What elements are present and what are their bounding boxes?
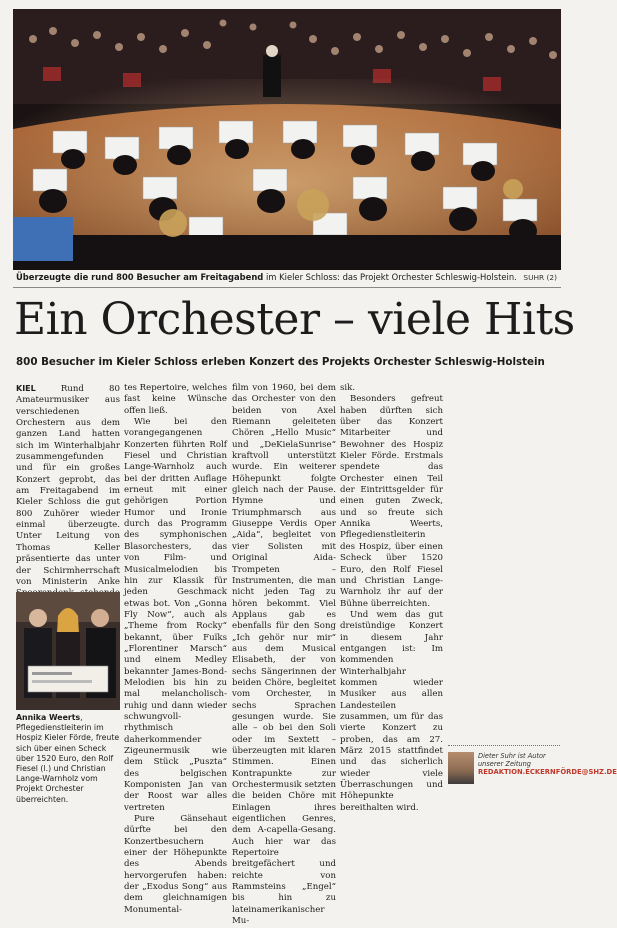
dateline: KIEL xyxy=(16,384,36,393)
article-column-3 xyxy=(232,383,336,927)
column-4-paragraph-3: Und wem das gut dreistündige Konzert in diesem Jahr entgangen ist: Im kommenden Winterhalbjahr kommen wieder Musiker aus allen Landesteilen zusammen, um für das vierte Konzert zu proben, das am 27. März 2015 stattfindet und das sicherlich wieder viele Überraschungen und Höhepunkte bereithalten wird. xyxy=(340,609,443,813)
column-3-paragraph-1: film von 1960, bei dem das Orchester von den beiden von Axel Riemann geleiteten Chören „Hello Music“ und „DeKielaSunrise“ kraftvoll unterstützt wurde. Ein weiterer Höhepunkt folgte gleich nach der Pause. Hymne und Triumphmarsch aus Giuseppe Verdis Oper „Aida“, begleitet von vier Solisten mit Original Aida-Trompeten – Instrumenten, die man nicht jeden Tag zu hören bekommt. Viel Applaus gab es ebenfalls für den Song „Ich gehör nur mir“ aus dem Musical Elisabeth, der von sechs Sängerinnen der beiden Chöre, begleitet vom Orchester, in sechs Sprachen gesungen wurde. Sie alle – ob bei den Soli oder im Sextett – überzeugten mit klaren Stimmen. Einen Kontrapunkte zur Orchestermusik setzten die beiden Chöre mit Einlagen ihres eigentlichen Genres, dem A-capella-Gesang. Auch hier war das Repertoire breitgefächert und reichte von Rammsteins „Engel“ bis hin zu lateinamerikanischer Mu- xyxy=(232,383,336,927)
photo-caption-text: im Kieler Schloss: das Projekt Orchester Schleswig-Holstein. xyxy=(263,272,517,282)
column-2-paragraph-3: Pure Gänsehaut dürfte bei den Konzertbesuchern einer der Höhepunkte des Abends hervorgerufen haben: der „Exodus Song“ aus dem gleichnamigen Monumental- xyxy=(124,814,227,915)
check-handover-illustration xyxy=(16,592,120,710)
check-handover-caption-text: , Pflegedienstleiterin im Hospiz Kieler Förde, freute sich über einen Scheck über 1520 Euro, den Rolf Fiesel (l.) und Christian Lange-Warnholz vom Projekt Orchester überreichten. xyxy=(16,713,120,804)
column-4-paragraph-1: sik. xyxy=(340,383,356,393)
column-2-paragraph-2: Wie bei den vorangegangenen Konzerten führten Rolf Fiesel und Christian Lange-Warnholz auch bei der dritten Auflage erneut mit einer gehörigen Portion Humor und Ironie durch das Programm des symphonischen Blasorchesters, das von Film- und Musicalmelodien bis hin zur Klassik für jeden Geschmack etwas bot. Von „Gonna Fly Now“, auch als „Theme from Rocky“ bekannt, über Fuïks „Florentiner Marsch“ und einem Medley bekannter James-Bond-Melodien bis hin zu mal melancholisch-ruhig und dann wieder schwungvoll-rhythmisch daherkommender Zigeunermusik wie dem Stück „Puszta“ des belgischen Komponisten Jan van der Roost war alles vertreten xyxy=(124,417,227,813)
article-column-4 xyxy=(340,383,443,813)
photo-caption xyxy=(16,272,556,283)
check-handover-caption xyxy=(16,713,122,805)
concert-photo-illustration xyxy=(13,9,561,270)
author-note: Dieter Suhr ist Autor unserer Zeitung xyxy=(478,752,546,769)
photo-caption-bold: Überzeugte die rund 800 Besucher am Freitagabend xyxy=(16,272,264,282)
column-1-paragraph-1: Rund 80 Amateurmusiker aus verschiedenen Orchestern aus dem ganzen Land hatten sich im Winterhalbjahr zusammengefunden und für ein großes Konzert geprobt, das am Freitagabend im Kieler Schloss die gut 800 Zuhörer wieder einmal überzeugte. Unter Leitung von Thomas Keller präsentierte das unter der Schirmherrschaft von Ministerin Anke xyxy=(16,384,120,587)
check-handover-photo xyxy=(16,592,120,710)
author-photo xyxy=(448,752,474,784)
article-column-1 xyxy=(16,383,120,588)
photo-credit: SUHR (2) xyxy=(523,273,557,282)
article-column-2 xyxy=(124,383,227,915)
divider xyxy=(13,287,561,288)
column-2-paragraph-1: tes Repertoire, welches fast keine Wünsche offen ließ. xyxy=(124,383,227,416)
check-handover-caption-bold: Annika Weerts xyxy=(16,713,81,722)
concert-photo xyxy=(13,9,561,270)
author-email-link[interactable]: REDAKTION.ECKERNFÖRDE@SHZ.DE xyxy=(478,768,617,776)
author-box xyxy=(448,745,617,792)
subheadline: 800 Besucher im Kieler Schloss erleben Konzert des Projekts Orchester Schleswig-Holstein xyxy=(16,356,545,368)
column-4-paragraph-2: Besonders gefreut haben dürften sich über das Konzert Mitarbeiter und Bewohner des Hospiz Kieler Förde. Erstmals spendete das Orchester einen Teil der Eintrittsgelder für einen guten Zweck, und so freute sich Annika Weerts, Pflegedienstleiterin des Hospiz, über einen Scheck über 1520 Euro, den Rolf Fiesel und Christian Lange-Warnholz ihr auf der Bühne überreichten. xyxy=(340,394,443,609)
headline: Ein Orchester – viele Hits xyxy=(14,294,575,345)
